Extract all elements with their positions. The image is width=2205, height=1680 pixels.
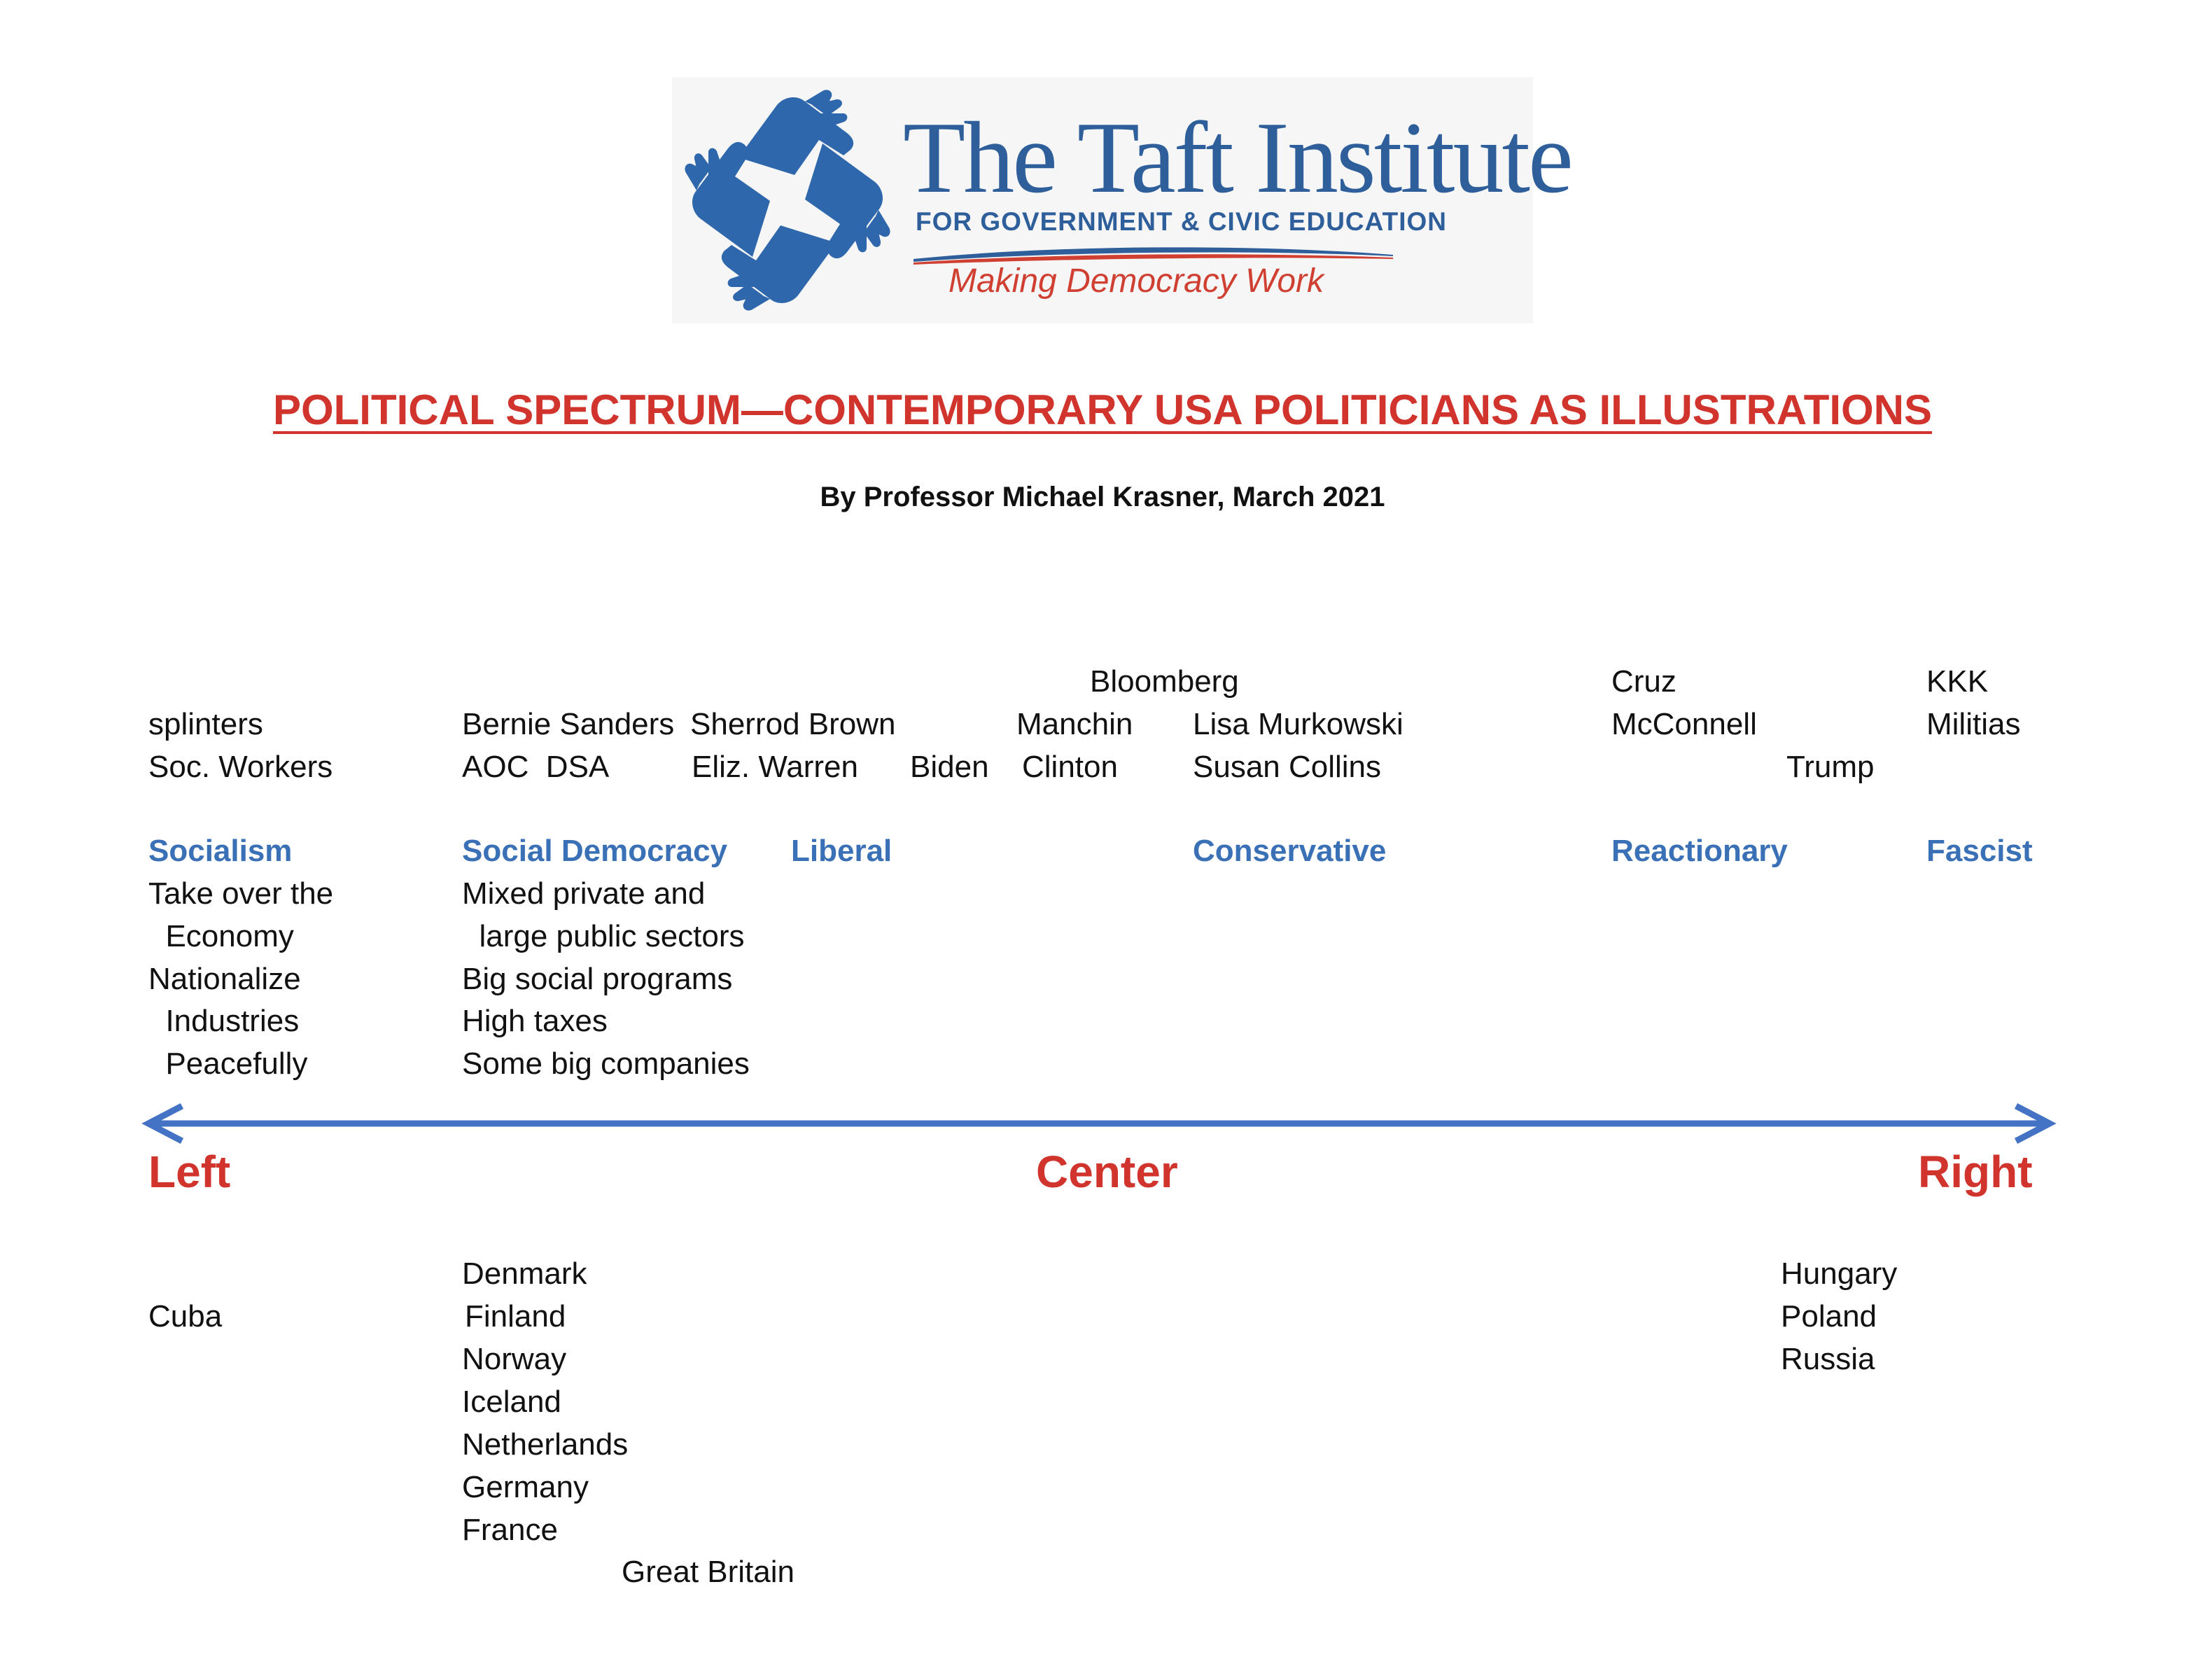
category-conservative: Conservative bbox=[1193, 834, 1387, 868]
taft-institute-logo bbox=[672, 77, 1572, 323]
social-democracy-note: large public sectors bbox=[462, 919, 745, 953]
social-democracy-note: Big social programs bbox=[462, 962, 733, 996]
politician-trump: Trump bbox=[1786, 750, 1875, 784]
country-item: Norway bbox=[462, 1342, 567, 1376]
socialism-note: Nationalize bbox=[148, 962, 301, 996]
politician-clinton: Clinton bbox=[1022, 750, 1118, 784]
logo-subtitle: FOR GOVERNMENT & CIVIC EDUCATION bbox=[916, 207, 1447, 236]
country-great-britain: Great Britain bbox=[622, 1555, 794, 1589]
politician-bernie-sanders: Bernie Sanders bbox=[462, 707, 675, 741]
country-item: Finland bbox=[465, 1299, 566, 1334]
category-socialism: Socialism bbox=[148, 834, 293, 868]
group-militias: Militias bbox=[1926, 707, 2021, 741]
country-item: France bbox=[462, 1513, 558, 1547]
pole-center: Center bbox=[1036, 1147, 1178, 1197]
politician-mcconnell: McConnell bbox=[1611, 707, 1757, 741]
country-item: Netherlands bbox=[462, 1427, 629, 1462]
country-item: Hungary bbox=[1781, 1256, 1898, 1291]
social-democracy-note: Some big companies bbox=[462, 1046, 750, 1081]
country-item: Denmark bbox=[462, 1256, 587, 1291]
socialism-note: Industries bbox=[148, 1004, 300, 1038]
politician-sherrod-brown: Sherrod Brown bbox=[690, 707, 896, 741]
socialism-note: Take over the bbox=[148, 876, 334, 911]
category-social-democracy: Social Democracy bbox=[462, 834, 728, 868]
group-kkk: KKK bbox=[1926, 664, 1989, 699]
four-hands-circle-icon bbox=[672, 77, 903, 323]
pole-left: Left bbox=[148, 1147, 231, 1197]
document-byline: By Professor Michael Krasner, March 2021 bbox=[820, 482, 1385, 512]
logo-tagline: Making Democracy Work bbox=[948, 262, 1324, 300]
politician-manchin: Manchin bbox=[1016, 707, 1133, 741]
politician-lisa-murkowski: Lisa Murkowski bbox=[1193, 707, 1404, 741]
socialism-note: Economy bbox=[148, 919, 294, 953]
politician-biden: Biden bbox=[910, 750, 989, 784]
politician-susan-collins: Susan Collins bbox=[1193, 750, 1382, 784]
category-reactionary: Reactionary bbox=[1611, 834, 1788, 868]
category-liberal: Liberal bbox=[791, 834, 892, 868]
pole-right: Right bbox=[1918, 1147, 2033, 1197]
logo-name: The Taft Institute bbox=[903, 101, 1572, 214]
country-item: Germany bbox=[462, 1470, 589, 1504]
politician-eliz-warren: Eliz. Warren bbox=[692, 750, 858, 784]
socialism-note: Peacefully bbox=[148, 1046, 308, 1081]
document-title bbox=[0, 386, 2205, 433]
document-title-text: POLITICAL SPECTRUM—CONTEMPORARY USA POLITICIANS AS ILLUSTRATIONS bbox=[272, 386, 1933, 433]
social-democracy-note: Mixed private and bbox=[462, 876, 706, 911]
category-fascist: Fascist bbox=[1926, 834, 2033, 868]
country-item: Poland bbox=[1781, 1299, 1877, 1334]
country-item: Iceland bbox=[462, 1385, 561, 1419]
country-item: Russia bbox=[1781, 1342, 1875, 1376]
group-splinters: splinters bbox=[148, 707, 263, 741]
country-cuba: Cuba bbox=[148, 1299, 223, 1334]
group-soc-workers: Soc. Workers bbox=[148, 750, 333, 784]
spectrum-double-arrow bbox=[140, 1102, 2058, 1144]
politician-cruz: Cruz bbox=[1611, 664, 1676, 699]
politician-bloomberg: Bloomberg bbox=[1090, 664, 1239, 699]
politician-aoc-dsa: AOC DSA bbox=[462, 750, 610, 784]
social-democracy-note: High taxes bbox=[462, 1004, 608, 1038]
